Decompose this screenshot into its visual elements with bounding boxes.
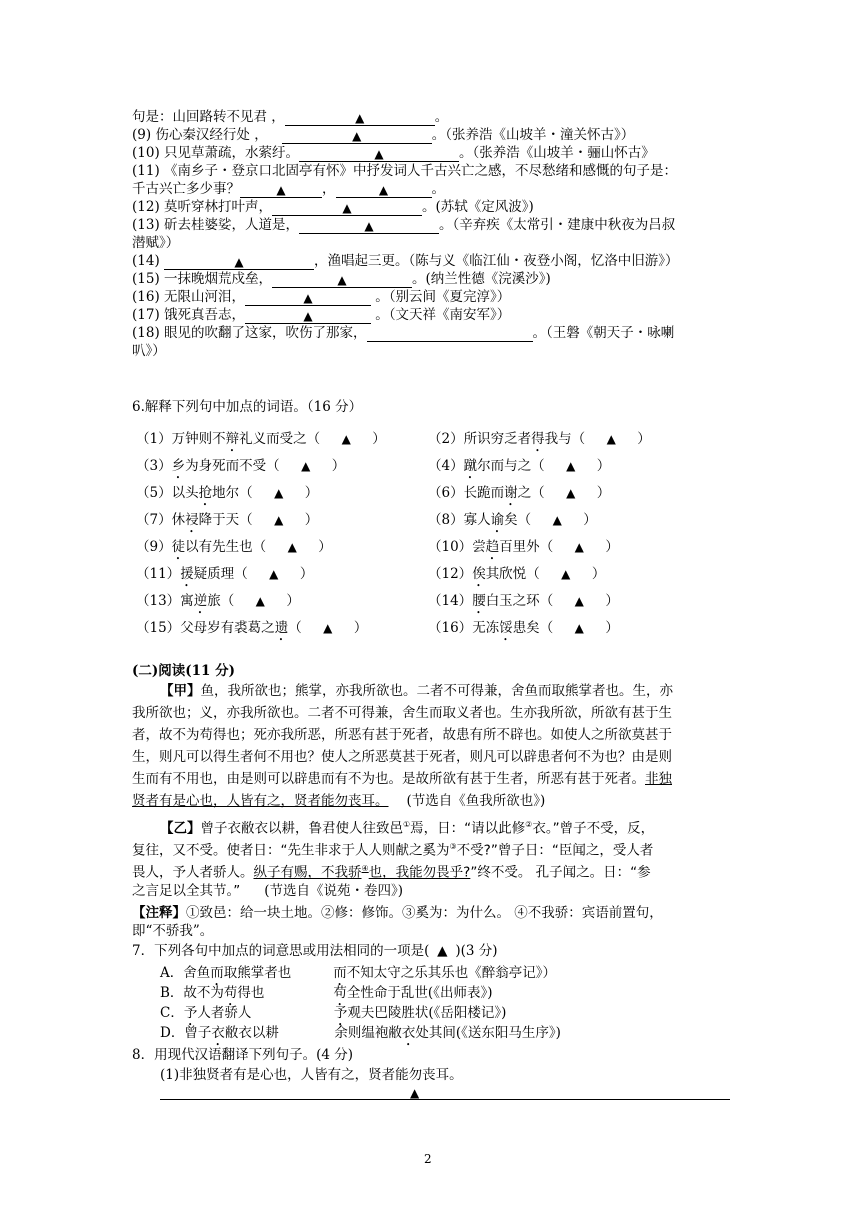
dotted-word: 抢	[198, 485, 213, 501]
q6-item: （13）寓逆旅（ ▲ ）	[136, 593, 300, 609]
poem-line-13: (13) 斫去桂婆娑，人道是， ▲ 。（辛弃疾《太常引・建康中秋夜为吕叔	[132, 217, 676, 233]
poem-line-16: (16) 无限山河泪， ▲ 。（别云间《夏完淳》）	[132, 289, 511, 305]
answer-blank[interactable]	[367, 325, 533, 342]
item-number: （16）	[428, 620, 473, 636]
dotted-word: 馁	[499, 620, 513, 636]
answer-paren[interactable]: （ ▲ ）	[539, 620, 619, 636]
q6-item: （14）腰白玉之环（ ▲ ）	[428, 593, 619, 609]
item-number: （14）	[428, 593, 473, 609]
item-number: （7）	[136, 512, 172, 528]
passage-jia-line: 生，则凡可以得生者何不用也？使人之所恶莫甚于死者，则凡可以辟患者何不为也？由是则	[132, 749, 672, 765]
passage-yi-line: 复往，又不受。使者日：“先生非求于人人则献之奚为③不受?”曾子日：“臣闻之，受人者	[132, 842, 654, 859]
passage-jia-line: 生而有不用也，由是则可以辟患而有不为也。是故所欲有甚于生者，所恶有甚于死者。非独	[132, 771, 672, 787]
answer-blank[interactable]: ▲	[240, 181, 322, 198]
dotted-word: 援	[180, 566, 194, 582]
answer-paren[interactable]: （ ▲ ）	[539, 539, 619, 555]
poem-line-18b: 叭》）	[132, 343, 166, 359]
item-number: （6）	[428, 485, 464, 501]
option-label: D．	[160, 1025, 185, 1041]
answer-paren[interactable]: （ ▲ ）	[531, 458, 611, 474]
passage-jia-line: 者，故不为苟得也；死亦我所恶，所恶有甚于死者，故患有所不辟也。如使人之所欲莫甚于	[132, 727, 672, 743]
poem-line-12: (12) 莫听穿林打叶声， ▲ 。(苏轼《定风波》)	[132, 199, 534, 215]
q7-option[interactable]: C．予人者骄人 予观夫巴陵胜状(《岳阳楼记》)	[160, 1005, 507, 1021]
poem-line-11: (11) 《南乡子・登京口北固亭有怀》中抒发词人千古兴亡之感，不尽愁绪和感慨的句子是：	[132, 163, 678, 179]
answer-blank[interactable]: ▲	[285, 109, 435, 126]
item-number: （2）	[428, 431, 464, 447]
answer-paren[interactable]: （ ▲ ）	[539, 593, 619, 609]
answer-blank[interactable]: ▲	[299, 145, 459, 162]
dotted-word: 乡	[171, 458, 186, 474]
dotted-word: 逆	[193, 593, 208, 609]
notes-cont: 即“不骄我”。	[132, 923, 214, 939]
answer-paren[interactable]: （ ▲ ）	[266, 458, 346, 474]
answer-paren[interactable]: （ ▲ ）	[531, 485, 611, 501]
answer-blank[interactable]: ▲	[272, 199, 422, 216]
item-number: （8）	[428, 512, 464, 528]
q7-option[interactable]: B．故不为苟得也 苟全性命于乱世(《出师表》)	[160, 985, 493, 1001]
q6-item: （3）乡为身死而不受（ ▲ ）	[136, 458, 346, 474]
dotted-word: 谕	[490, 512, 505, 528]
q7-stem: 7．下列各句中加点的词意思或用法相同的一项是( ▲ )(3 分)	[132, 943, 498, 959]
passage-yi-line: 之言足以全其节。” (节选自《说苑・卷四》)	[132, 883, 404, 899]
answer-blank[interactable]: ▲	[282, 127, 432, 144]
q6-item: （16）无冻馁患矣（ ▲ ）	[428, 620, 619, 636]
answer-paren[interactable]: （ ▲ ）	[517, 512, 597, 528]
dotted-word: 腰	[472, 593, 486, 609]
poem-line-15: (15) 一抹晚烟荒戍垒， ▲ 。(纳兰性德《浣溪沙》)	[132, 271, 551, 287]
poem-line-14: (14) ▲ ，渔唱起三更。（陈与义《临江仙・夜登小阁，忆洛中旧游》）	[132, 253, 679, 269]
item-number: （11）	[136, 566, 181, 582]
q6-item: （7）休祲降于天（ ▲ ）	[136, 512, 319, 528]
item-number: （1）	[136, 431, 172, 447]
q6-item: （2）所识穷乏者得我与（ ▲ ）	[428, 431, 651, 447]
answer-blank[interactable]: ▲	[272, 271, 412, 288]
option-label: C．	[160, 1005, 184, 1021]
answer-paren[interactable]: （ ▲ ）	[306, 431, 386, 447]
poem-line-9: (9) 伤心秦汉经行处 ， ▲ 。（张养浩《山坡羊・潼关怀古》）	[132, 127, 635, 143]
option-label: B．	[160, 985, 184, 1001]
answer-paren[interactable]: （ ▲ ）	[571, 431, 651, 447]
q6-item: （12）俟其欣悦（ ▲ ）	[428, 566, 606, 582]
passage-yi-line: 【乙】曾子衣敝衣以耕，鲁君使人往致邑①焉，日：“请以此修②衣。”曾子不受，反，	[160, 820, 655, 837]
dotted-word: 得	[531, 431, 545, 447]
poem-line-8: 句是：山回路转不见君 ， ▲ 。	[132, 109, 449, 125]
answer-paren[interactable]: （ ▲ ）	[252, 539, 332, 555]
option-label: A．	[160, 965, 184, 981]
q7-option[interactable]: D．曾子衣敝衣以耕 余则缊袍敝衣处其间(《送东阳马生序》)	[160, 1025, 561, 1041]
item-number: （12）	[428, 566, 473, 582]
answer-mark: ▲	[410, 1086, 420, 1100]
item-number: （15）	[136, 620, 181, 636]
notes: 【注释】①致邑：给一块土地。②修：修饰。③奚为：为什么。 ④不我骄：宾语前置句，	[132, 905, 663, 921]
page-number: 2	[424, 1152, 432, 1166]
q8-sub1: (1)非独贤者有是心也，人皆有之，贤者能勿丧耳。	[160, 1067, 463, 1083]
q6-item: （1）万钟则不辩礼义而受之（ ▲ ）	[136, 431, 386, 447]
answer-blank[interactable]: ▲	[245, 307, 371, 324]
poem-text: 句是：山回路转不见君 ，	[132, 109, 285, 125]
q6-item: （6）长跪而谢之（ ▲ ）	[428, 485, 611, 501]
answer-blank[interactable]: ▲	[164, 253, 314, 270]
poem-line-18: (18) 眼见的吹翻了这家，吹伤了那家， 。（王磐《朝天子・咏喇	[132, 325, 675, 341]
item-number: （9）	[136, 539, 172, 555]
answer-paren[interactable]: （ ▲ ）	[526, 566, 606, 582]
answer-line[interactable]	[160, 1099, 730, 1100]
dotted-word: 辩	[225, 431, 240, 447]
answer-paren[interactable]: （ ▲ ）	[288, 620, 368, 636]
answer-paren[interactable]: （ ▲ ）	[220, 593, 300, 609]
answer-paren[interactable]: （ ▲ ）	[239, 485, 319, 501]
passage-jia-line: 我所欲也；义，亦我所欲也。二者不可得兼，舍生而取义者也。生亦我所欲，所欲有甚于生	[132, 705, 672, 721]
item-number: （4）	[428, 458, 464, 474]
answer-paren[interactable]: （ ▲ ）	[234, 566, 314, 582]
q6-item: （9）徒以有先生也（ ▲ ）	[136, 539, 332, 555]
q6-item: （4）蹴尔而与之（ ▲ ）	[428, 458, 611, 474]
q6-item: （5）以头抢地尔（ ▲ ）	[136, 485, 319, 501]
q6-item: （11）援疑质理（ ▲ ）	[136, 566, 314, 582]
poem-line-11b: 千古兴亡多少事？ ▲ ， ▲ 。	[132, 181, 445, 197]
poem-line-17: (17) 饿死真吾志， ▲ 。（文天祥《南安军》）	[132, 307, 511, 323]
item-number: （3）	[136, 458, 172, 474]
poem-line-10: (10) 只见草萧疏，水萦纡。 ▲ 。（张养浩《山坡羊・骊山怀古》	[132, 145, 655, 161]
q8-stem: 8．用现代汉语翻译下列句子。(4 分)	[132, 1047, 354, 1063]
dotted-word: 蹴	[463, 458, 478, 474]
answer-blank[interactable]: ▲	[336, 181, 432, 198]
q6-title: 6.解释下列句中加点的词语。（16 分）	[132, 399, 363, 415]
passage-yi-line: 畏人，予人者骄人。纵子有赐，不我骄④也，我能勿畏乎?”终不受。 孔子闻之。日：“参	[132, 864, 651, 881]
q6-item: （10）尝趋百里外（ ▲ ）	[428, 539, 619, 555]
answer-blank[interactable]: ▲	[299, 217, 439, 234]
passage-jia-line: 【甲】鱼，我所欲也；熊掌，亦我所欲也。二者不可得兼，舍鱼而取熊掌者也。生，亦	[160, 683, 673, 699]
dotted-word: 趋	[485, 539, 500, 555]
dotted-word: 祲	[185, 512, 199, 528]
dotted-word: 徒	[171, 539, 186, 555]
dotted-word: 遗	[274, 620, 289, 636]
passage-jia-line: 贤者有是心也，人皆有之，贤者能勿丧耳。 (节选自《鱼我所欲也》)	[132, 793, 546, 809]
reading-title: (二)阅读(11 分)	[132, 663, 236, 679]
answer-blank[interactable]: ▲	[245, 289, 371, 306]
item-number: （5）	[136, 485, 172, 501]
item-number: （10）	[428, 539, 473, 555]
q7-option[interactable]: A．舍鱼而取熊掌者也 而不知太守之乐其乐也《醉翁亭记》）	[160, 965, 556, 981]
dotted-word: 谢	[504, 485, 518, 501]
dotted-word: 俟	[472, 566, 486, 582]
answer-paren[interactable]: （ ▲ ）	[239, 512, 319, 528]
q6-item: （15）父母岁有裘葛之遗（ ▲ ）	[136, 620, 368, 636]
poem-line-13b: 潜赋》）	[132, 235, 180, 251]
item-number: （13）	[136, 593, 181, 609]
q6-item: （8）寡人谕矣（ ▲ ）	[428, 512, 597, 528]
